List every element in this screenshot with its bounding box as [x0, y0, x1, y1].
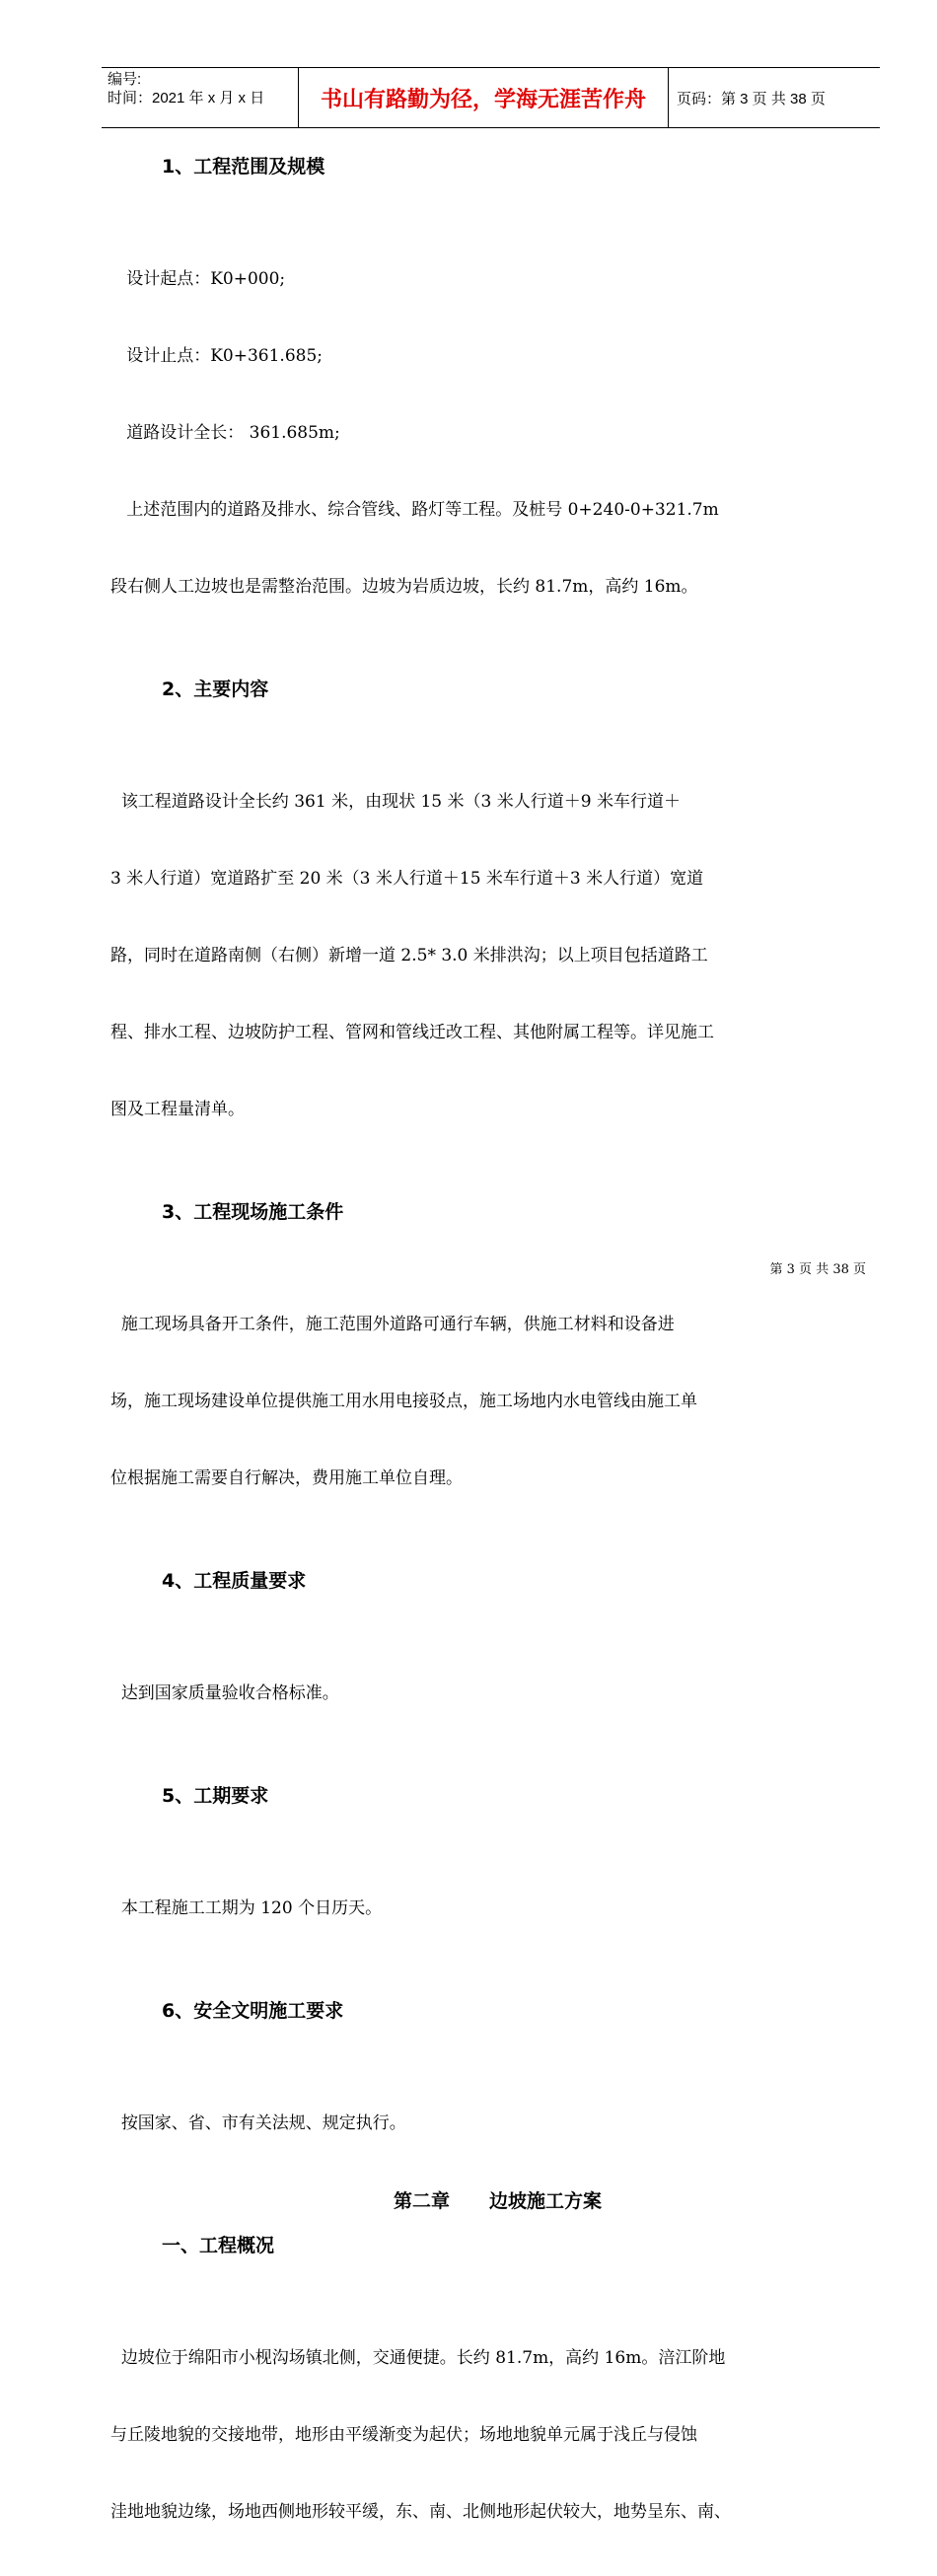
paragraph-line: 施工现场具备开工条件，施工范围外道路可通行车辆，供施工材料和设备进: [110, 1315, 675, 1334]
paragraph-line: 边坡位于绵阳市小枧沟场镇北侧，交通便捷。长约 81.7m，高约 16m。涪江阶地: [110, 2348, 726, 2368]
paragraph-line: 与丘陵地貌的交接地带，地形由平缓渐变为起伏；场地地貌单元属于浅丘与侵蚀: [110, 2425, 697, 2445]
section-title-overview: 一、工程概况: [162, 2235, 275, 2256]
page-header: [102, 67, 880, 128]
paragraph-line: 上述范围内的道路及排水、综合管线、路灯等工程。及桩号 0+240-0+321.7m: [110, 500, 719, 520]
section-body-overview: [110, 2294, 885, 2576]
doc-time-label: 时间：2021 年 x 月 x 日: [108, 90, 265, 107]
section-title-site-conditions: 3、工程现场施工条件: [162, 1201, 344, 1223]
paragraph-line: 洼地地貌边缘，场地西侧地形较平缓，东、南、北侧地形起伏较大，地势呈东、南、: [110, 2502, 731, 2522]
document-body: [110, 146, 885, 2576]
section-body-schedule: [110, 1844, 885, 1972]
page-footer: 第 3 页 共 38 页: [769, 1262, 866, 1277]
paragraph-line: 设计止点：K0+361.685;: [110, 346, 324, 366]
paragraph-line: 段右侧人工边坡也是需整治范围。边坡为岩质边坡，长约 81.7m，高约 16m。: [110, 577, 698, 597]
header-motto: 书山有路勤为径，学海无涯苦作舟: [299, 68, 669, 127]
paragraph-line: 3 米人行道）宽道路扩至 20 米（3 米人行道＋15 米车行道＋3 米人行道）宽道: [110, 869, 704, 889]
section-body-quality: [110, 1629, 885, 1757]
section-body-content: [110, 738, 885, 1174]
chapter-number: 第二章: [393, 2190, 450, 2212]
section-title-safety: 6、安全文明施工要求: [162, 2000, 344, 2022]
paragraph-line: 程、排水工程、边坡防护工程、管网和管线迁改工程、其他附属工程等。详见施工: [110, 1023, 714, 1042]
header-meta: [102, 68, 299, 127]
paragraph-line: 按国家、省、市有关法规、规定执行。: [110, 2113, 406, 2133]
paragraph-line: 道路设计全长： 361.685m;: [110, 423, 340, 443]
section-body-site-conditions: [110, 1260, 885, 1542]
section-title-schedule: 5、工期要求: [162, 1785, 269, 1807]
chapter-heading: [110, 2187, 885, 2215]
paragraph-line: 设计起点：K0+000;: [110, 269, 286, 289]
paragraph-line: 路，同时在道路南侧（右侧）新增一道 2.5* 3.0 米排洪沟；以上项目包括道路工: [110, 946, 708, 966]
section-title-content: 2、主要内容: [162, 679, 269, 700]
paragraph-line: 场，施工现场建设单位提供施工用水用电接驳点，施工场地内水电管线由施工单: [110, 1392, 697, 1411]
section-body-scope: [110, 215, 885, 651]
paragraph-line: 本工程施工工期为 120 个日历天。: [110, 1898, 383, 1918]
doc-number-label: 编号:: [108, 71, 142, 88]
chapter-title: 边坡施工方案: [489, 2190, 603, 2212]
paragraph-line: 图及工程量清单。: [110, 1100, 245, 1119]
paragraph-line: 该工程道路设计全长约 361 米，由现状 15 米（3 米人行道＋9 米车行道＋: [110, 792, 681, 812]
section-title-scope: 1、工程范围及规模: [162, 156, 325, 178]
section-body-safety: [110, 2059, 885, 2187]
section-title-quality: 4、工程质量要求: [162, 1570, 307, 1592]
header-page-number: 页码：第 3 页 共 38 页: [677, 90, 826, 107]
paragraph-line: 达到国家质量验收合格标准。: [110, 1683, 339, 1703]
paragraph-line: 位根据施工需要自行解决，费用施工单位自理。: [110, 1468, 463, 1488]
